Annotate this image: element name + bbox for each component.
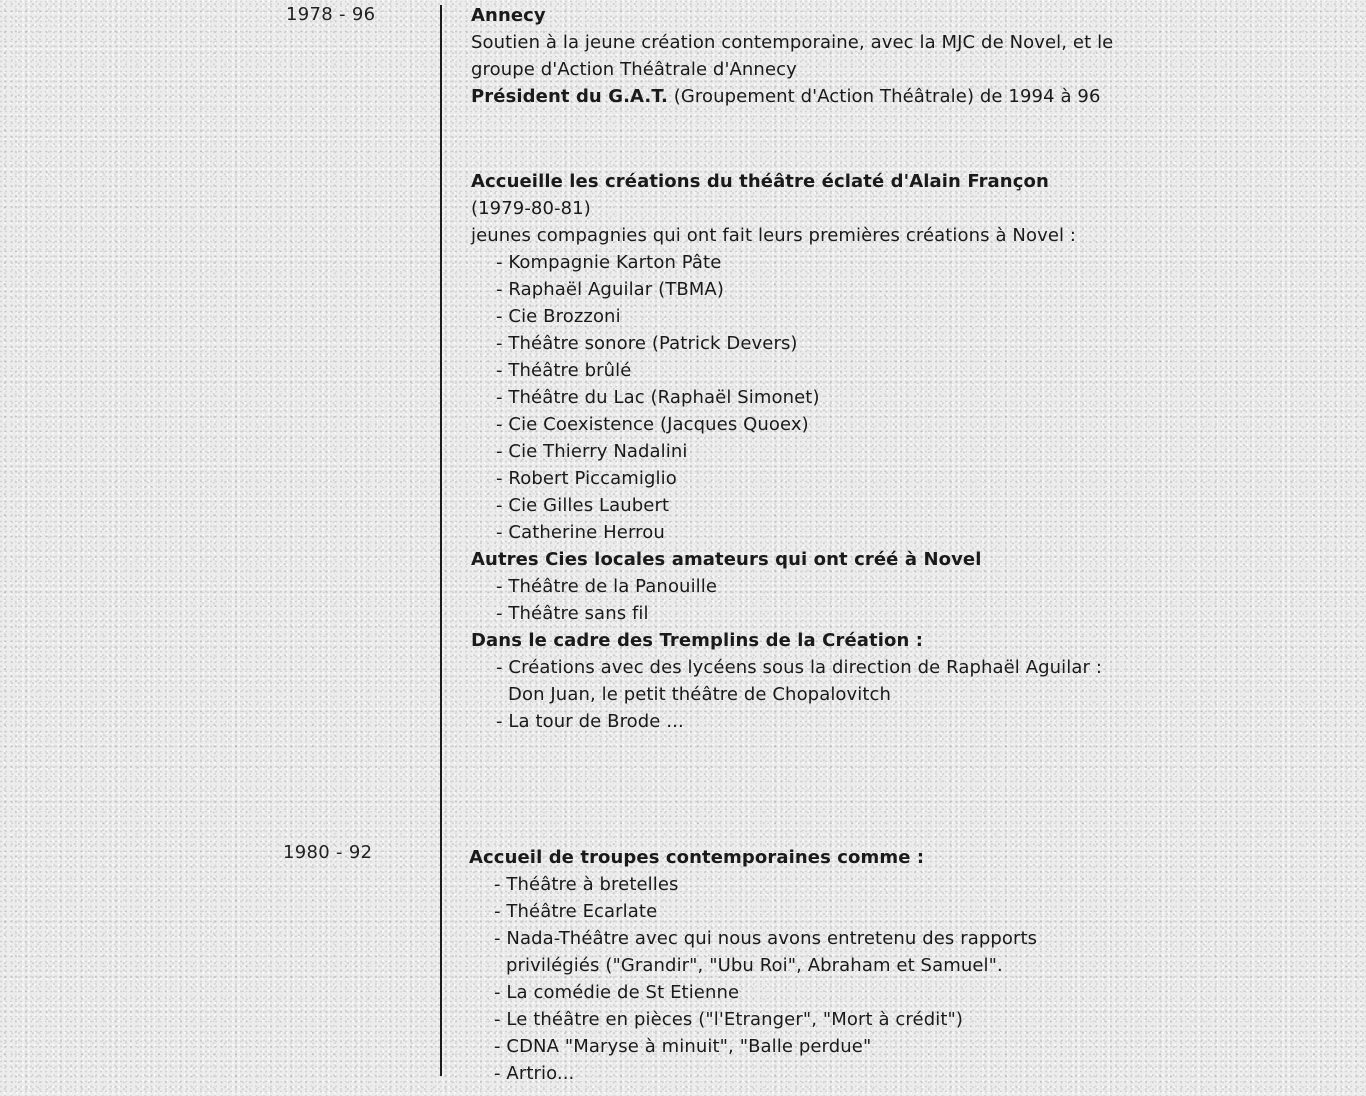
section-annecy <box>471 2 1171 110</box>
list-item: - Nada-Théâtre avec qui nous avons entretenu des rapports <box>494 928 1038 949</box>
tremplins-heading: Dans le cadre des Tremplins de la Création : <box>471 630 924 651</box>
list-item: - Créations avec des lycéens sous la direction de Raphaël Aguilar : <box>496 657 1102 678</box>
francon-heading: Accueille les créations du théâtre éclaté d'Alain Françon <box>471 171 1049 192</box>
intro-line: groupe d'Action Théâtrale d'Annecy <box>471 59 797 80</box>
year-range-1978-96: 1978 - 96 <box>286 4 376 25</box>
section-heading-annecy: Annecy <box>471 5 546 26</box>
president-title: Président du G.A.T. <box>471 86 668 107</box>
list-item: - Catherine Herrou <box>496 522 665 543</box>
list-item: - Théâtre du Lac (Raphaël Simonet) <box>496 387 820 408</box>
list-item: - Théâtre brûlé <box>496 360 632 381</box>
intro-line: Soutien à la jeune création contemporaine, avec la MJC de Novel, et le <box>471 32 1114 53</box>
troupes-heading: Accueil de troupes contemporaines comme : <box>469 847 925 868</box>
list-item: - La tour de Brode ... <box>496 711 684 732</box>
francon-years: (1979-80-81) <box>471 198 591 219</box>
list-item: - La comédie de St Etienne <box>494 982 740 1003</box>
list-item-continuation: Don Juan, le petit théâtre de Chopalovitch <box>508 684 892 705</box>
list-item: - Cie Gilles Laubert <box>496 495 670 516</box>
list-item: - Théâtre de la Panouille <box>496 576 718 597</box>
timeline-vertical-rule <box>440 5 442 1076</box>
young-companies-intro: jeunes compagnies qui ont fait leurs premières créations à Novel : <box>471 225 1077 246</box>
list-item: - Kompagnie Karton Pâte <box>496 252 722 273</box>
list-item: - Le théâtre en pièces ("l'Etranger", "Mort à crédit") <box>494 1009 963 1030</box>
list-item: - Artrio... <box>494 1063 575 1084</box>
president-line <box>471 83 1171 110</box>
list-item: - Robert Piccamiglio <box>496 468 677 489</box>
list-item-continuation: privilégiés ("Grandir", "Ubu Roi", Abraham et Samuel". <box>506 955 1003 976</box>
list-item: - Théâtre sans fil <box>496 603 649 624</box>
list-item: - Théâtre sonore (Patrick Devers) <box>496 333 798 354</box>
amateur-heading: Autres Cies locales amateurs qui ont créé à Novel <box>471 549 982 570</box>
list-item: - Cie Thierry Nadalini <box>496 441 688 462</box>
list-item: - Cie Coexistence (Jacques Quoex) <box>496 414 809 435</box>
president-detail: (Groupement d'Action Théâtrale) de 1994 à 96 <box>667 86 1101 107</box>
year-range-1980-92: 1980 - 92 <box>283 842 373 863</box>
list-item: - Théâtre Ecarlate <box>494 901 658 922</box>
section-contemporary-troupes <box>469 844 1169 1087</box>
list-item: - Raphaël Aguilar (TBMA) <box>496 279 724 300</box>
list-item: - CDNA "Maryse à minuit", "Balle perdue" <box>494 1036 872 1057</box>
section-francon <box>471 168 1171 735</box>
list-item: - Cie Brozzoni <box>496 306 621 327</box>
list-item: - Théâtre à bretelles <box>494 874 679 895</box>
